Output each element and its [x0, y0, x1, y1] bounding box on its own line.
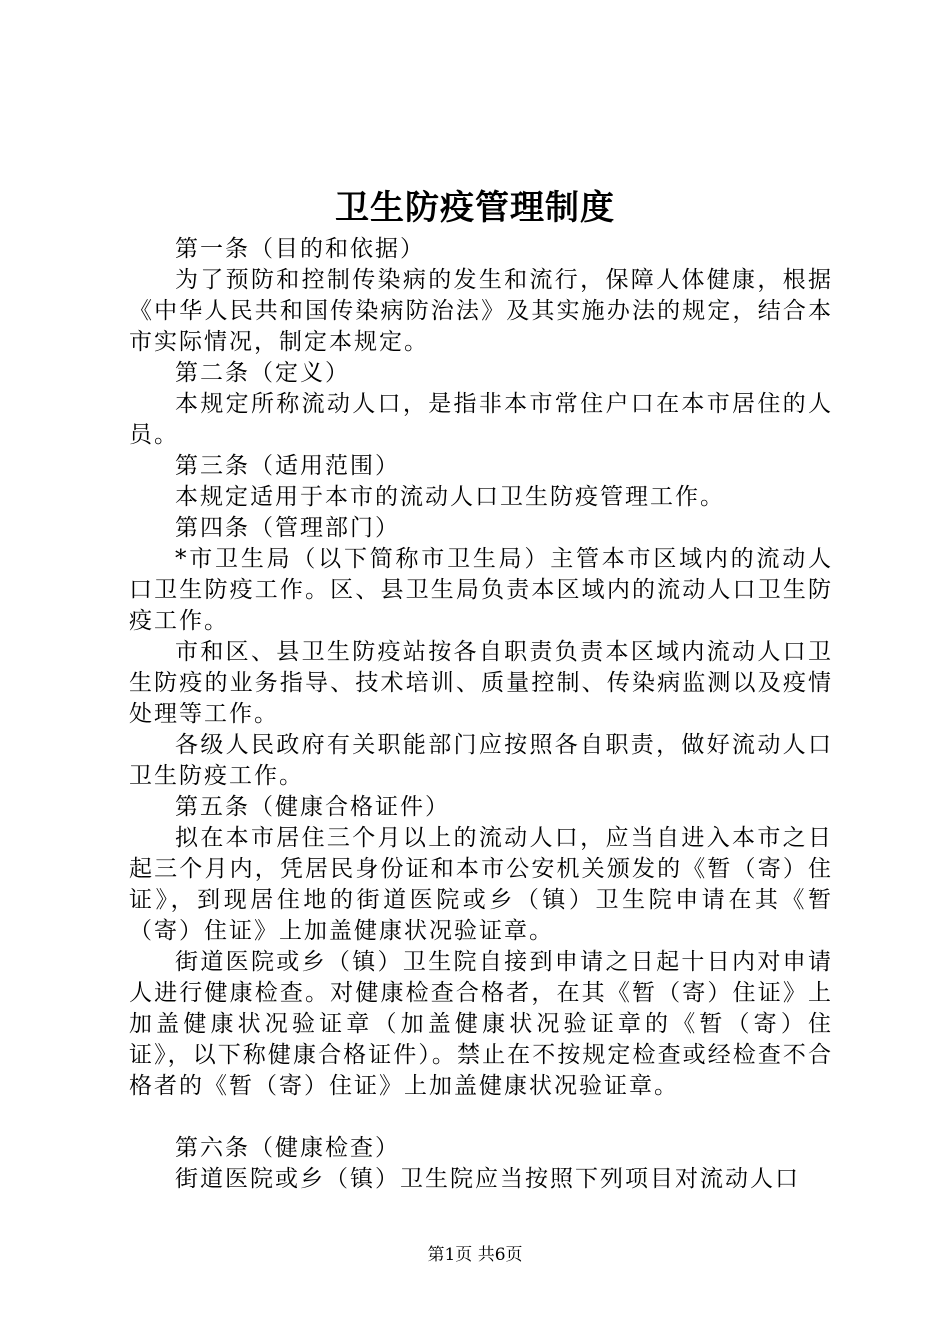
- paragraph: 拟在本市居住三个月以上的流动人口，应当自进入本市之日起三个月内，凭居民身份证和本市公安机关颁发的《暂（寄）住证》，到现居住地的街道医院或乡（镇）卫生院申请在其《暂（寄）住证》上加盖健康状况验证章。: [129, 825, 833, 944]
- document-body: [129, 234, 833, 1195]
- paragraph: 街道医院或乡（镇）卫生院应当按照下列项目对流动人口: [175, 1166, 800, 1192]
- article-heading: 第五条（健康合格证件）: [175, 794, 450, 820]
- paragraph: 为了预防和控制传染病的发生和流行，保障人体健康，根据《中华人民共和国传染病防治法》及其实施办法的规定，结合本市实际情况，制定本规定。: [129, 267, 833, 355]
- article-heading: 第四条（管理部门）: [175, 515, 400, 541]
- paragraph: 本规定所称流动人口，是指非本市常住户口在本市居住的人员。: [129, 391, 833, 448]
- paragraph: 各级人民政府有关职能部门应按照各自职责，做好流动人口卫生防疫工作。: [129, 732, 833, 789]
- paragraph: 本规定适用于本市的流动人口卫生防疫管理工作。: [175, 484, 725, 510]
- paragraph: 街道医院或乡（镇）卫生院自接到申请之日起十日内对申请人进行健康检查。对健康检查合格者，在其《暂（寄）住证》上加盖健康状况验证章（加盖健康状况验证章的《暂（寄）住证》，以下称健康合格证件）。禁止在不按规定检查或经检查不合格者的《暂（寄）住证》上加盖健康状况验证章。: [129, 949, 833, 1099]
- article-heading: 第二条（定义）: [175, 360, 350, 386]
- article-heading: 第一条（目的和依据）: [175, 236, 425, 262]
- article-heading: 第六条（健康检查）: [175, 1135, 400, 1161]
- document-title: 卫生防疫管理制度: [335, 188, 615, 228]
- paragraph: *市卫生局（以下简称市卫生局）主管本市区域内的流动人口卫生防疫工作。区、县卫生局负责本区域内的流动人口卫生防疫工作。: [129, 546, 833, 634]
- paragraph: 市和区、县卫生防疫站按各自职责负责本区域内流动人口卫生防疫的业务指导、技术培训、质量控制、传染病监测以及疫情处理等工作。: [129, 639, 833, 727]
- article-heading: 第三条（适用范围）: [175, 453, 400, 479]
- page-footer: 第1页 共6页: [427, 1245, 523, 1265]
